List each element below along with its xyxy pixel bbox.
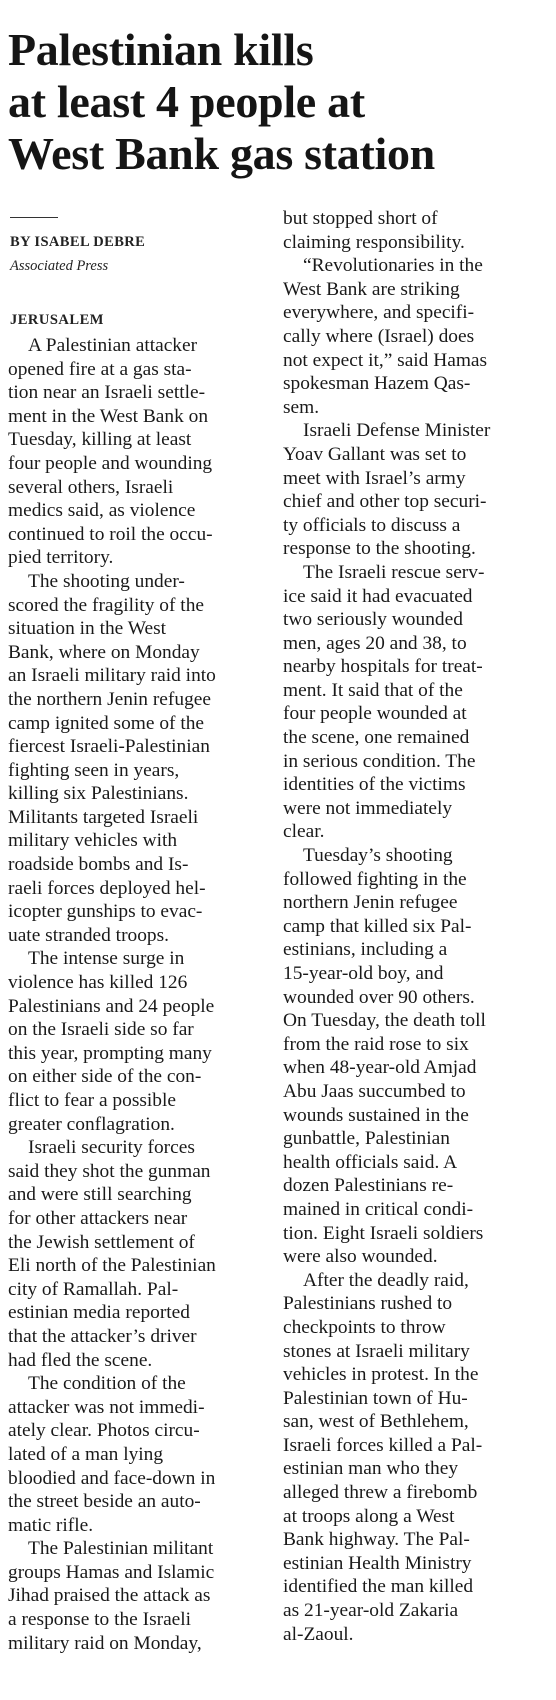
text-line: Palestinians and 24 people [8, 995, 215, 1017]
text-line: sem. [283, 396, 320, 418]
text-line: estinian Health Ministry [283, 1552, 472, 1574]
text-line: spokesman Hazem Qas- [283, 373, 471, 395]
text-line: Jihad praised the attack as [8, 1585, 211, 1607]
text-line: northern Jenin refugee [283, 892, 458, 914]
text-line: had fled the scene. [8, 1349, 153, 1371]
text-line: medics said, as violence [8, 500, 196, 522]
text-line: everywhere, and specifi- [283, 302, 475, 324]
text-line: estinian man who they [283, 1458, 459, 1480]
text-line: matic rifle. [8, 1514, 94, 1536]
text-line: fighting seen in years, [8, 759, 180, 781]
text-line: four people wounded at [283, 703, 467, 725]
text-line: Abu Jaas succumbed to [283, 1080, 466, 1102]
article-column-right [283, 207, 531, 1646]
text-line: 15-year-old boy, and [283, 963, 444, 984]
text-line: estinians, including a [283, 939, 448, 961]
text-line: situation in the West [8, 618, 167, 640]
text-line: Eli north of the Palestinian [8, 1255, 216, 1277]
headline-line: Palestinian kills [8, 24, 314, 75]
text-line: ty officials to discuss a [283, 514, 461, 536]
text-line: fiercest Israeli-Palestinian [8, 736, 210, 758]
text-line: in serious condition. The [283, 750, 476, 772]
text-line: camp that killed six Pal- [283, 915, 472, 937]
text-line: were also wounded. [283, 1246, 438, 1268]
text-line: claiming responsibility. [283, 231, 465, 253]
text-line: wounded over 90 others. [283, 986, 475, 1008]
text-line: for other attackers near [8, 1207, 188, 1229]
text-line: city of Ramallah. Pal- [8, 1278, 179, 1300]
text-line: mained in critical condi- [283, 1198, 474, 1220]
text-line: the Jewish settlement of [8, 1231, 195, 1253]
text-line: meet with Israel’s army [283, 467, 466, 489]
agency-credit: Associated Press [10, 258, 109, 274]
text-line: two seriously wounded [283, 609, 463, 631]
text-line: san, west of Bethlehem, [283, 1411, 469, 1433]
text-line: The condition of the [28, 1373, 186, 1395]
text-line: but stopped short of [283, 208, 438, 229]
text-line: response to the shooting. [283, 538, 476, 560]
dateline: JERUSALEM [10, 312, 104, 328]
text-line: greater conflagration. [8, 1113, 175, 1135]
text-line: After the deadly raid, [303, 1269, 469, 1291]
text-line: ment. It said that of the [283, 679, 463, 701]
text-line: killing six Palestinians. [8, 783, 189, 805]
text-line: Bank highway. The Pal- [283, 1529, 470, 1551]
text-line: raeli forces deployed hel- [8, 877, 206, 899]
text-line: a response to the Israeli [8, 1609, 192, 1631]
text-line: groups Hamas and Islamic [8, 1561, 215, 1583]
byline-rule [10, 217, 58, 218]
text-line: this year, prompting many [8, 1042, 212, 1064]
byline: BY ISABEL DEBRE [10, 234, 146, 250]
text-line: scored the fragility of the [8, 594, 204, 616]
text-line: alleged threw a firebomb [283, 1482, 478, 1504]
text-line: pied territory. [8, 547, 114, 569]
text-line: as 21-year-old Zakaria [283, 1600, 459, 1622]
text-line: not expect it,” said Hamas [283, 349, 488, 371]
text-line: ately clear. Photos circu- [8, 1420, 200, 1442]
text-line: identities of the victims [283, 774, 466, 796]
text-line: and were still searching [8, 1184, 192, 1206]
text-line: The Palestinian militant [28, 1538, 214, 1560]
text-line: from the raid rose to six [283, 1033, 469, 1055]
text-line: clear. [283, 821, 325, 843]
text-line: attacker was not immedi- [8, 1396, 205, 1418]
text-line: men, ages 20 and 38, to [283, 632, 467, 654]
text-line: gunbattle, Palestinian [283, 1128, 450, 1150]
text-line: Tuesday, killing at least [8, 429, 192, 451]
text-line: Militants targeted Israeli [8, 806, 199, 828]
text-line: The shooting under- [28, 570, 185, 592]
text-line: Tuesday’s shooting [303, 845, 453, 867]
text-line: al-Zaoul. [283, 1623, 354, 1645]
text-line: On Tuesday, the death toll [283, 1010, 486, 1032]
text-line: “Revolutionaries in the [303, 255, 483, 277]
text-line: Palestinian town of Hu- [283, 1387, 468, 1409]
text-line: nearby hospitals for treat- [283, 656, 483, 678]
text-line: vehicles in protest. In the [283, 1364, 479, 1386]
text-line: dozen Palestinians re- [283, 1175, 454, 1197]
text-line: military raid on Monday, [8, 1632, 202, 1654]
text-line: at troops along a West [283, 1505, 455, 1527]
text-line: The intense surge in [28, 948, 185, 970]
text-line: estinian media reported [8, 1302, 190, 1324]
text-line: icopter gunships to evac- [8, 901, 203, 923]
text-line: when 48-year-old Amjad [283, 1057, 477, 1079]
text-line: violence has killed 126 [8, 972, 188, 994]
text-line: tion near an Israeli settle- [8, 382, 206, 404]
text-line: West Bank are striking [283, 278, 460, 300]
text-line: chief and other top securi- [283, 491, 487, 513]
text-line: Palestinians rushed to [283, 1293, 453, 1315]
text-line: Bank, where on Monday [8, 641, 200, 663]
text-line: Israeli security forces [28, 1137, 195, 1159]
text-line: said they shot the gunman [8, 1160, 211, 1182]
text-line: Israeli Defense Minister [303, 420, 491, 442]
text-line: stones at Israeli military [283, 1340, 470, 1362]
text-line: ice said it had evacuated [283, 585, 473, 607]
text-line: four people and wounding [8, 452, 213, 474]
text-line: continued to roil the occu- [8, 523, 213, 545]
text-line: The Israeli rescue serv- [303, 561, 485, 583]
text-line: flict to fear a possible [8, 1090, 176, 1111]
text-line: camp ignited some of the [8, 712, 205, 734]
text-line: lated of a man lying [8, 1443, 164, 1465]
text-line: the scene, one remained [283, 727, 470, 749]
text-line: military vehicles with [8, 830, 178, 852]
text-line: Israeli forces killed a Pal- [283, 1434, 483, 1456]
text-line: opened fire at a gas sta- [8, 358, 192, 380]
text-line: on the Israeli side so far [8, 1019, 194, 1041]
text-line: were not immediately [283, 797, 453, 819]
text-line: the street beside an auto- [8, 1491, 201, 1513]
text-line: identified the man killed [283, 1576, 474, 1598]
text-line: that the attacker’s driver [8, 1325, 197, 1347]
text-line: tion. Eight Israeli soldiers [283, 1222, 484, 1244]
text-line: several others, Israeli [8, 476, 174, 498]
text-line: health officials said. A [283, 1151, 458, 1173]
text-line: Yoav Gallant was set to [283, 443, 467, 465]
article-column-left [8, 334, 256, 1655]
text-line: on either side of the con- [8, 1066, 202, 1088]
text-line: A Palestinian attacker [28, 335, 198, 356]
headline-line: at least 4 people at [8, 76, 365, 127]
text-line: roadside bombs and Is- [8, 854, 189, 876]
text-line: bloodied and face-down in [8, 1467, 216, 1489]
text-line: wounds sustained in the [283, 1104, 469, 1126]
text-line: ment in the West Bank on [8, 405, 209, 427]
headline-line: West Bank gas station [8, 128, 435, 179]
text-line: cally where (Israel) does [283, 325, 475, 347]
text-line: uate stranded troops. [8, 924, 170, 946]
text-line: an Israeli military raid into [8, 665, 216, 687]
text-line: followed fighting in the [283, 868, 467, 890]
headline [8, 24, 548, 180]
text-line: the northern Jenin refugee [8, 688, 211, 710]
text-line: checkpoints to throw [283, 1316, 446, 1338]
